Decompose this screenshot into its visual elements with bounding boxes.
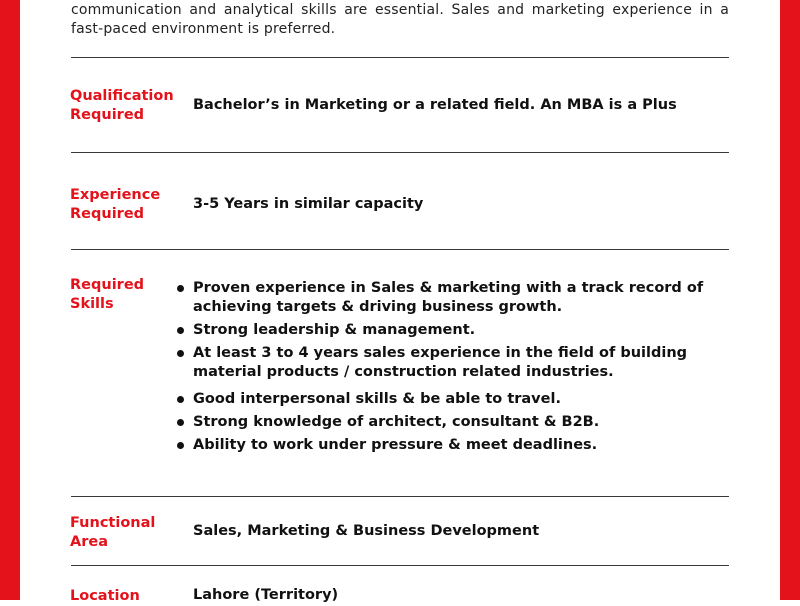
qualification-label-line1: Qualification [70,88,174,104]
skill-item: Proven experience in Sales & marketing with a track record of achieving targets & driving business growth. [193,279,723,317]
skill-item: Good interpersonal skills & be able to travel. [193,390,723,409]
skills-label-line2: Skills [70,296,114,312]
skill-item: Ability to work under pressure & meet deadlines. [193,436,723,455]
location-value: Lahore (Territory) [193,587,339,603]
experience-label [70,186,180,224]
functional-area-label-line1: Functional [70,515,156,531]
divider [71,249,729,250]
intro-paragraph: communication and analytical skills are essential. Sales and marketing experience in a fast-paced environment is preferred. [71,2,729,37]
experience-value: 3-5 Years in similar capacity [193,196,424,212]
skills-label [70,276,180,314]
divider [71,496,729,497]
left-red-border [0,0,20,600]
skills-list [193,279,723,455]
experience-label-line1: Experience [70,187,161,203]
location-label [70,587,180,606]
experience-label-line2: Required [70,206,145,222]
divider [71,152,729,153]
divider [71,57,729,58]
skill-item: Strong leadership & management. [193,321,723,340]
skill-item: Strong knowledge of architect, consultant & B2B. [193,413,723,432]
qualification-label-line2: Required [70,107,145,123]
skills-label-line1: Required [70,277,145,293]
qualification-value: Bachelor’s in Marketing or a related field. An MBA is a Plus [193,97,677,113]
right-red-border [780,0,800,600]
skill-item: At least 3 to 4 years sales experience in the field of building material products / construction related industries. [193,344,723,382]
location-label-line1: Location [70,588,140,604]
functional-area-value: Sales, Marketing & Business Development [193,523,540,539]
functional-area-label-line2: Area [70,534,108,550]
divider [71,565,729,566]
functional-area-label [70,514,180,552]
qualification-label [70,87,180,125]
